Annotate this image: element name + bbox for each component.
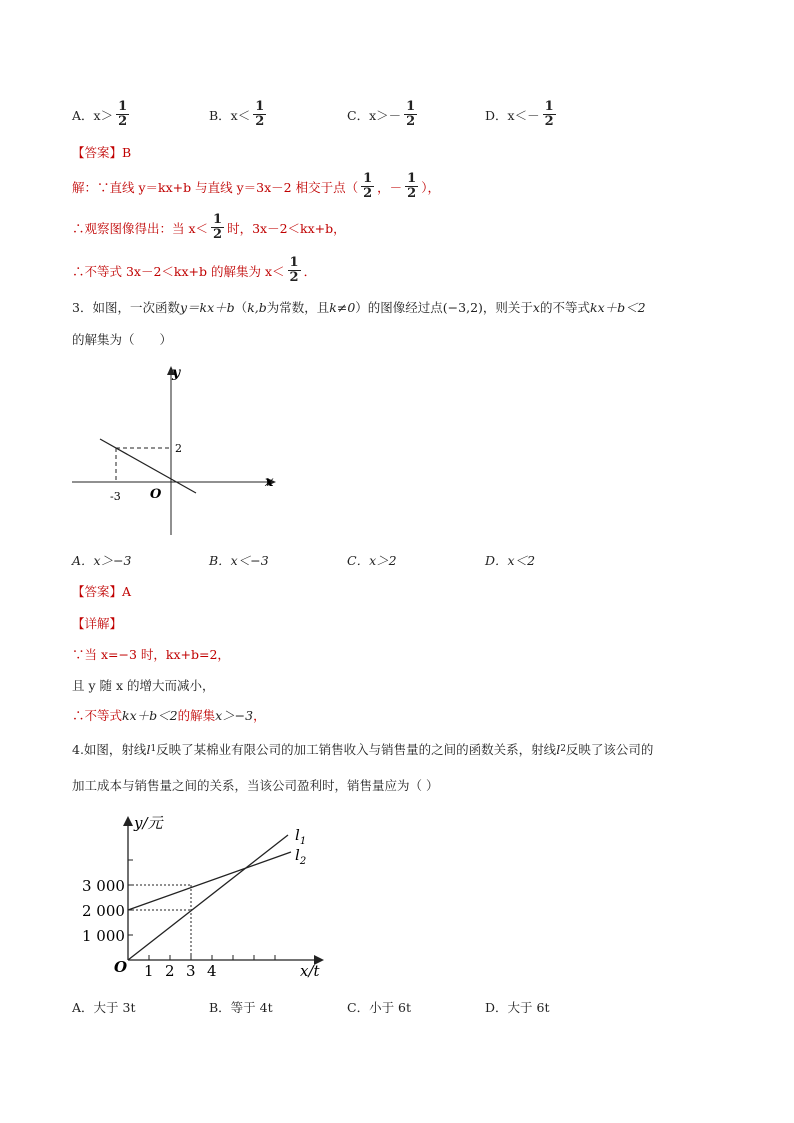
detail-line-3: ∴不等式 kx＋b＜2 的解集 x＞−3 ， bbox=[72, 708, 266, 723]
fraction: $\frac{1}{2}$ bbox=[213, 212, 223, 242]
tick-label-y: 2 bbox=[175, 442, 182, 455]
detail-line-1: ∵当 x=−3 时，kx+b=2， bbox=[72, 647, 230, 662]
detail-line-2: 且 y 随 x 的增大而减小， bbox=[72, 678, 215, 693]
x-tick-label: 1 bbox=[144, 962, 154, 980]
question-4-stem-line-2: 加工成本与销售量之间的关系，当该公司盈利时，销售量应为（ ） bbox=[72, 778, 439, 793]
fraction: $\frac{1}{2}$ bbox=[255, 99, 265, 129]
q3-option-c: C．x＞2 bbox=[347, 553, 397, 568]
ray-l2 bbox=[128, 852, 291, 910]
x-axis-label: x/t bbox=[300, 962, 320, 980]
prev-option-a: A．x＞ $\frac{1}{2}$ bbox=[72, 99, 128, 129]
solution-line-3: ∴不等式 3x－2＜kx+b 的解集为 x＜ $\frac{1}{2}$ ． bbox=[72, 255, 317, 285]
q4-option-b: B．等于 4t bbox=[209, 1000, 273, 1015]
detail-label: 【详解】 bbox=[72, 616, 123, 631]
x-tick-label: 3 bbox=[186, 962, 196, 980]
origin-label: O bbox=[114, 958, 128, 976]
y-axis-label: y/元 bbox=[134, 814, 163, 832]
q4-option-d: D．大于 6t bbox=[485, 1000, 550, 1015]
question-3-stem: 3．如图，一次函数 y＝kx＋b （ k,b 为常数，且 k≠0 ）的图像经过点 (−3,2) ，则关于 x 的不等式 kx＋b＜2 bbox=[72, 299, 646, 315]
fraction: $\frac{1}{2}$ bbox=[363, 171, 373, 201]
y-tick-label: 3 000 bbox=[82, 877, 125, 895]
fraction: $\frac{1}{2}$ bbox=[118, 99, 128, 129]
x-axis-label: x bbox=[265, 474, 274, 490]
ray-l1 bbox=[128, 835, 288, 960]
prev-option-c: C．x＞－ $\frac{1}{2}$ bbox=[347, 99, 416, 129]
question-3-stem-line-2: 的解集为（ ） bbox=[72, 332, 173, 347]
l2-label: $l_2$ bbox=[295, 846, 307, 867]
q3-option-b: B．x＜−3 bbox=[209, 553, 269, 568]
q4-option-c: C．小于 6t bbox=[347, 1000, 412, 1015]
y-tick-label: 2 000 bbox=[82, 902, 125, 920]
question-3-graph bbox=[72, 360, 282, 540]
solution-line-2: ∴观察图像得出：当 x＜ $\frac{1}{2}$ 时，3x－2＜kx+b， bbox=[72, 212, 346, 242]
fraction: $\frac{1}{2}$ bbox=[407, 171, 417, 201]
fraction: $\frac{1}{2}$ bbox=[544, 99, 554, 129]
q3-option-d: D．x＜2 bbox=[485, 553, 536, 568]
q4-option-a: A．大于 3t bbox=[72, 1000, 136, 1015]
answer-label: 【答案】A bbox=[72, 584, 132, 599]
q3-option-a: A．x＞−3 bbox=[72, 553, 132, 568]
question-4-stem: 4.如图，射线 l 1 反映了某棉业有限公司的加工销售收入与销售量的之间的函数关系，射线 l 2 反映了该公司的 bbox=[72, 741, 654, 757]
x-tick-label: 2 bbox=[165, 962, 175, 980]
fraction: $\frac{1}{2}$ bbox=[289, 255, 299, 285]
question-4-graph bbox=[78, 810, 338, 985]
y-tick-label: 1 000 bbox=[82, 927, 125, 945]
x-tick-label: 4 bbox=[207, 962, 217, 980]
solution-line-1: 解：∵直线 y＝kx+b 与直线 y＝3x－2 相交于点（ $\frac{1}{2}$ ，－ $\frac{1}{2}$ ）， bbox=[72, 171, 440, 201]
l1-label: $l_1$ bbox=[295, 826, 307, 847]
prev-option-b: B．x＜ $\frac{1}{2}$ bbox=[209, 99, 265, 129]
fraction: $\frac{1}{2}$ bbox=[406, 99, 416, 129]
prev-option-d: D．x＜－ $\frac{1}{2}$ bbox=[485, 99, 554, 129]
tick-label-x: -3 bbox=[110, 490, 121, 503]
origin-label: O bbox=[150, 487, 162, 502]
y-axis-label: y bbox=[172, 365, 181, 381]
answer-label: 【答案】B bbox=[72, 145, 132, 160]
